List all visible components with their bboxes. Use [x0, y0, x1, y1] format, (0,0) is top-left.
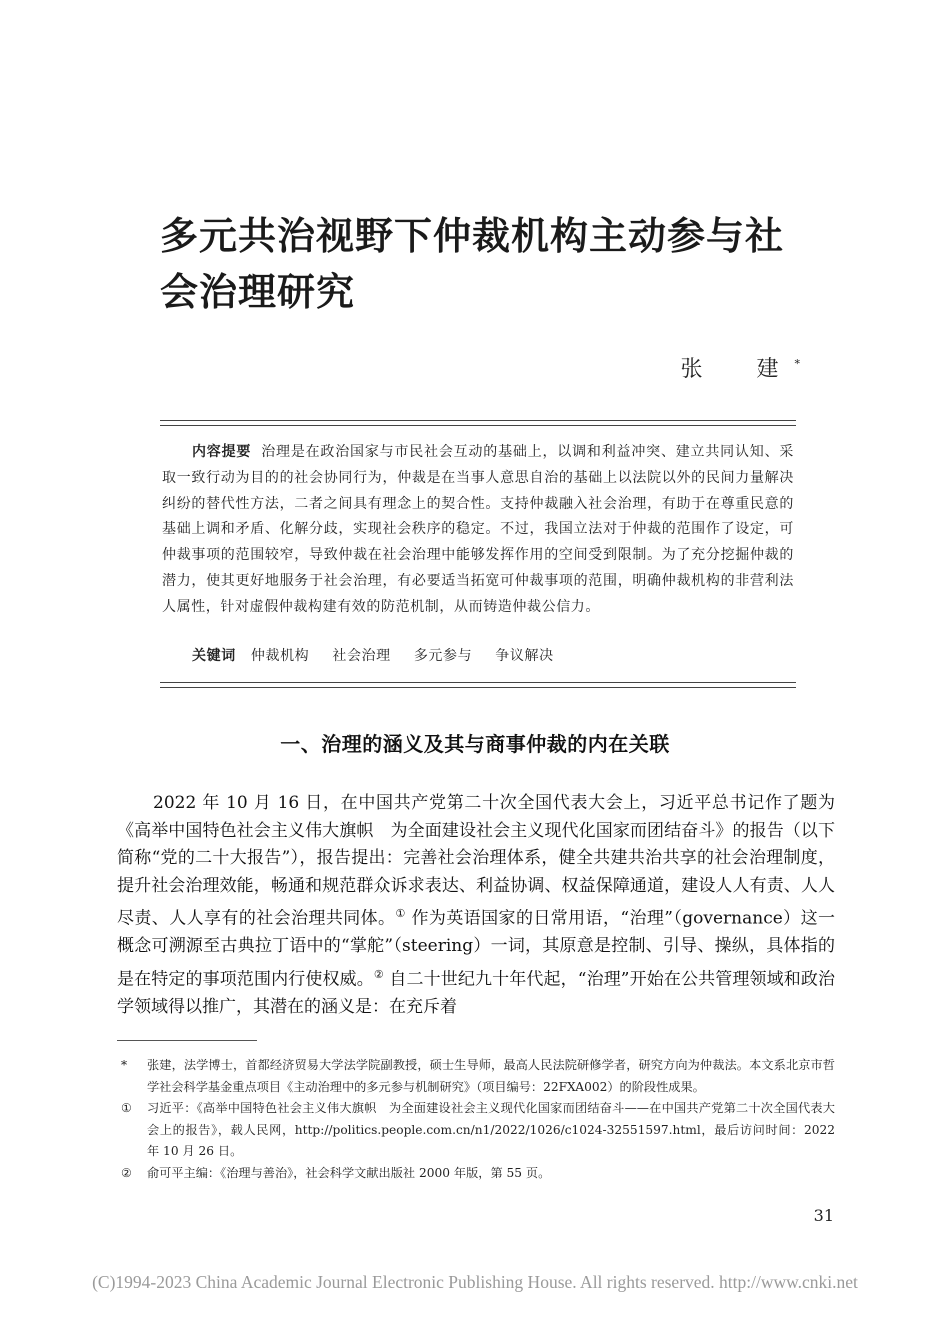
footnote-separator: [117, 1040, 257, 1041]
article-title: 多元共治视野下仲裁机构主动参与社会治理研究: [160, 214, 785, 314]
keyword: 社会治理: [332, 648, 391, 664]
footnote-ref[interactable]: ②: [373, 967, 384, 981]
footnote-text: 习近平：《高举中国特色社会主义伟大旗帜 为全面建设社会主义现代化国家而团结奋斗——在中国共产党第二十次全国代表大会上的报告》，载人民网，http://politics.people.com.cn/n1/2022/1026/c1024-32551597.html，最后访问时间：2022 年 10 月 26 日。: [147, 1101, 835, 1158]
keyword: 仲裁机构: [250, 648, 310, 664]
body-paragraph: [117, 790, 835, 1021]
author-name: 张 建: [680, 357, 795, 382]
page-number: 31: [813, 1206, 834, 1225]
footnote-text: 俞可平主编：《治理与善治》，社会科学文献出版社 2000 年版，第 55 页。: [147, 1165, 551, 1180]
body-text-part: 2022 年 10 月 16 日，在中国共产党第二十次全国代表大会上，习近平总书记作了题为《高举中国特色社会主义伟大旗帜 为全面建设社会主义现代化国家而团结奋斗》的报告（以下简称“党的二十大报告”），报告提出：完善社会治理体系，健全共建共治共享的社会治理制度，提升社会治理效能，畅通和规范群众诉求表达、利益协调、权益保障通道，建设人人有责、人人尽责、人人享有的社会治理共同体。: [117, 793, 835, 929]
footnote-mark: ②: [121, 1165, 132, 1180]
section-heading: 一、治理的涵义及其与商事仲裁的内在关联: [280, 732, 670, 756]
body-text-part: 自二十世纪九十年代起，“治理”开始在公共管理领域和政治学领域得以推广，其潜在的涵义是：在充斥着: [117, 969, 835, 1017]
keyword: 多元参与: [413, 648, 473, 664]
abstract-block: [162, 440, 794, 621]
footnote: [117, 1055, 835, 1098]
footnote: [117, 1098, 835, 1163]
keywords-label: 关键词: [192, 648, 236, 664]
abstract-bottom-rule: [160, 682, 796, 688]
footnote-ref[interactable]: ①: [395, 907, 406, 920]
abstract-top-rule: [160, 420, 796, 426]
abstract-label: 内容提要: [192, 444, 252, 460]
keyword: 争议解决: [495, 648, 554, 664]
author-footnote-mark: *: [794, 357, 800, 371]
footnote: [117, 1163, 835, 1185]
copyright-watermark: (C)1994-2023 China Academic Journal Electronic Publishing House. All rights reserved. http://www.cnki.net: [92, 1272, 858, 1292]
footnote-text: 张建，法学博士，首都经济贸易大学法学院副教授，硕士生导师，最高人民法院研修学者，研究方向为仲裁法。本文系北京市哲学社会科学基金重点项目《主动治理中的多元参与机制研究》（项目编号：22FXA002）的阶段性成果。: [147, 1058, 835, 1094]
body-text-part: 作为英语国家的日常用语，“治理”（governance）这一概念可溯源至古典拉丁语中的“掌舵”（steering）一词，其原意是控制、引导、操纵，具体指的是在特定的事项范围内行使权威。: [117, 908, 835, 990]
keywords-line: [192, 645, 572, 665]
footnotes: [117, 1055, 835, 1184]
author-line: [680, 352, 800, 383]
footnote-mark: *: [121, 1058, 128, 1072]
footnote-mark: ①: [121, 1101, 132, 1115]
abstract-text: 治理是在政治国家与市民社会互动的基础上，以调和利益冲突、建立共同认知、采取一致行动为目的的社会协同行为，仲裁是在当事人意思自治的基础上以法院以外的民间力量解决纠纷的替代性方法，二者之间具有理念上的契合性。支持仲裁融入社会治理，有助于在尊重民意的基础上调和矛盾、化解分歧，实现社会秩序的稳定。不过，我国立法对于仲裁的范围作了设定，可仲裁事项的范围较窄，导致仲裁在社会治理中能够发挥作用的空间受到限制。为了充分挖掘仲裁的潜力，使其更好地服务于社会治理，有必要适当拓宽可仲裁事项的范围，明确仲裁机构的非营利法人属性，针对虚假仲裁构建有效的防范机制，从而铸造仲裁公信力。: [162, 444, 794, 615]
